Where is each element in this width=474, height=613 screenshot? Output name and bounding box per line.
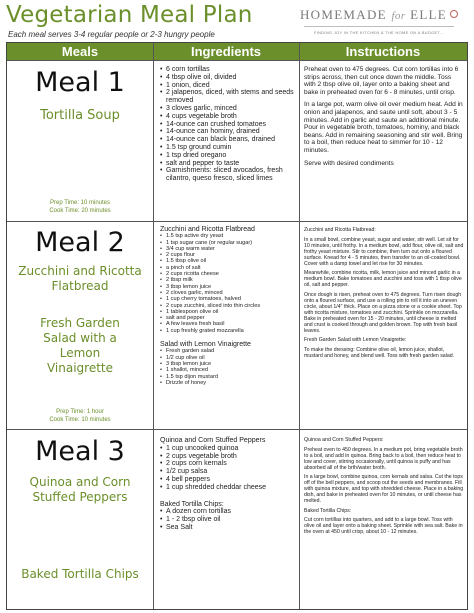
list-item: • 4 tbsp olive oil, divided bbox=[160, 74, 298, 82]
list-item: • Fresh garden salad bbox=[160, 348, 298, 354]
list-item: • 1.5 tsp active dry yeast bbox=[160, 233, 298, 239]
list-item: • salt and pepper bbox=[160, 315, 298, 321]
meal-1-cell bbox=[7, 67, 153, 123]
list-item: • 1 onion, diced bbox=[160, 82, 298, 90]
row-divider bbox=[7, 429, 467, 430]
list-item: • 1 cup cherry tomatoes, halved bbox=[160, 296, 298, 302]
instruction-paragraph: In a large bowl, combine quinoa, corn kernals and salsa. Cut the tops off of the bell peppers, and scoop out the seeds and membranes. Fill with quinoa mixture, and top with shredded cheese. Place in a baking dish, and bake in preheated oven for 10 minutes, or until cheese has melted. bbox=[304, 474, 464, 504]
brand-tagline: FINDING JOY IN THE KITCHEN & THE HOME ON A BUDGET... bbox=[313, 31, 445, 35]
list-item: • 1 shallot, minced bbox=[160, 367, 298, 373]
list-item: • 2 cloves garlic, minced bbox=[160, 290, 298, 296]
meal-3-cell bbox=[7, 436, 153, 582]
list-item: • 14-ounce can black beans, drained bbox=[160, 136, 298, 144]
list-item: • 2 cups corn kernals bbox=[160, 460, 298, 468]
meal-plan-table bbox=[6, 42, 468, 610]
instruction-paragraph: Serve with desired condiments bbox=[304, 159, 394, 167]
instruction-paragraph: Cut corn tortillas into quarters, and add to a large bowl. Toss with olive oil and layer onto a baking sheet. Sprinkle with sea salt. Bake in the oven at 450 until crisp, about 10 - 12 minutes. bbox=[304, 517, 463, 535]
prep-time-text: Prep Time: 10 minutes bbox=[49, 200, 111, 206]
instruction-paragraph: Baked Tortilla Chips: bbox=[304, 507, 352, 514]
brand-right: ELLE bbox=[410, 7, 448, 22]
list-item: • 2 cups flour bbox=[160, 252, 298, 258]
list-item: • 1/2 cup salsa bbox=[160, 468, 298, 476]
instruction-paragraph: Once dough is risen, preheat oven to 475 degrees. Turn risen dough onto a floured surface, and use a rolling pin to roll it into an uneven circle, about 1/4" thick. Place on a pizza stone or a cookie sheet. Top with ricotta mixture, tomatoes and zucchini. Sprinkle on mozzarella. Bake in preheated oven for 15 - 20 minutes, until cheese is melted and crust is cooked through and golden brown. Top with fresh basil leaves. bbox=[304, 291, 462, 334]
column-divider bbox=[299, 43, 300, 609]
instruction-paragraph: Preheat oven to 450 degrees. In a medium pot, bring vegetable broth to a boil, and add in quinoa. Bring back to a boil, then reduce heat to low and cover, stirring occasionally, until quinoa is puffy and has absorbed all of the brth/water broth. bbox=[304, 446, 463, 471]
meal-1-ingredients bbox=[160, 66, 298, 183]
apple-icon bbox=[450, 10, 458, 18]
meal-1-instructions bbox=[304, 66, 464, 172]
list-item: • 14-ounce can hominy, drained bbox=[160, 128, 298, 136]
list-item: • 1.5 tbsp olive oil bbox=[160, 258, 298, 264]
row-divider bbox=[7, 60, 467, 61]
brand-mid: for bbox=[391, 10, 406, 22]
list-item: • 2 cups zucchini, sliced into thin circles bbox=[160, 303, 298, 309]
instruction-paragraph: Zucchini and Ricotta Flatbread: bbox=[304, 227, 376, 233]
dish-name: Baked Tortilla Chips bbox=[21, 567, 139, 581]
ingredient-list bbox=[160, 508, 298, 531]
dish-name: Zucchini and Ricotta Flatbread bbox=[18, 264, 142, 293]
column-header-meals: Meals bbox=[61, 44, 99, 59]
meal-title: Meal 3 bbox=[35, 436, 125, 467]
list-item: • 3 tbsp lemon juice bbox=[160, 284, 298, 290]
page-header bbox=[0, 0, 474, 42]
meal-2-instructions bbox=[304, 227, 464, 362]
cook-time-text: Cook Time: 10 minutes bbox=[49, 417, 111, 423]
list-item: • 3 tbsp lemon juice bbox=[160, 361, 298, 367]
list-item: • 1 tablespoon olive oil bbox=[160, 309, 298, 315]
ingredient-list bbox=[160, 348, 298, 386]
ingredient-heading: Quinoa and Corn Stuffed Peppers bbox=[160, 437, 266, 444]
meal-2-ingredients bbox=[160, 227, 298, 386]
list-item: • 2 cups vegetable broth bbox=[160, 453, 298, 461]
list-item: • a pinch of salt bbox=[160, 265, 298, 271]
list-item: • 4 cups vegetable broth bbox=[160, 113, 298, 121]
meal-2-cell bbox=[7, 227, 153, 376]
list-item: • 1/2 cup olive oil bbox=[160, 355, 298, 361]
column-header-instructions: Instructions bbox=[345, 44, 421, 59]
list-item: • Sea Salt bbox=[160, 524, 298, 532]
list-item: • 1 tsp dried oregano bbox=[160, 152, 298, 160]
brand-divider bbox=[304, 26, 454, 27]
cook-time-text: Cook Time: 20 minutes bbox=[49, 208, 111, 214]
meal-title: Meal 2 bbox=[35, 227, 125, 258]
brand-logo bbox=[299, 6, 459, 35]
ingredient-list bbox=[160, 445, 298, 492]
list-item: • 1.5 tsp dijon mustard bbox=[160, 374, 298, 380]
meal-3-instructions bbox=[304, 437, 464, 539]
list-item: • 1 cup uncooked quinoa bbox=[160, 445, 298, 453]
list-item: • 1 tsp sugar cane (or regular sugar) bbox=[160, 240, 298, 246]
instruction-paragraph: In a large pot, warm olive oil over medium heat. Add in onion and jalapenos, and saute until soft, about 3 - 5 minutes. Add in garlic and saute an additional minute. Pour in vegetable broth, tomatoes, hominy, and black beans. Add in remaining seasoning and stir well. Bring to a boil, then reduce heat to simmer for 10 - 12 minutes. bbox=[304, 101, 463, 154]
list-item: • 2 cups ricotta cheese bbox=[160, 271, 298, 277]
list-item: • salt and pepper to taste bbox=[160, 160, 298, 168]
column-header-ingredients: Ingredients bbox=[190, 44, 262, 59]
list-item: • 6 corn tortillas bbox=[160, 66, 298, 74]
instruction-paragraph: In a small bowl, combine yeast, sugar and water, stir well. Let sit for 10 minutes, until frothy. In a medium bowl, add flour, olive oil, salt and frothy yeast mixture. Stir to combine, then turn out onto a floured surface. Knead for 4 - 5 minutes, then transfer to an oil-coated bowl. Cover with a damp towel and let rise for 30 minutes. bbox=[304, 236, 464, 267]
prep-time bbox=[7, 199, 153, 215]
meal-title: Meal 1 bbox=[35, 67, 125, 98]
row-divider bbox=[7, 221, 467, 222]
list-item: • 2 jalapenos, diced, with stems and seeds removed bbox=[160, 89, 298, 105]
column-divider bbox=[153, 43, 154, 609]
list-item: • 2 tbsp milk bbox=[160, 277, 298, 283]
instruction-paragraph: Quinoa and Corn Stuffed Peppers: bbox=[304, 437, 384, 443]
list-item: • A dozen corn tortillas bbox=[160, 508, 298, 516]
ingredient-heading: Salad with Lemon Vinaigrette bbox=[160, 341, 251, 349]
list-item: • 1.5 tsp ground cumin bbox=[160, 144, 298, 152]
table-header-row bbox=[7, 43, 467, 60]
page-title: Vegetarian Meal Plan bbox=[6, 2, 253, 28]
list-item: • 3/4 cup warm water bbox=[160, 246, 298, 252]
instruction-paragraph: Meanwhile, combine ricotta, milk, lemon juice and minced garlic in a medium bowl. Bake tomatoes and zucchini and toss with 1 tbsp olive oil, salt and pepper. bbox=[304, 270, 462, 288]
list-item: • Drizzle of honey bbox=[160, 380, 298, 386]
list-item: • 1 - 2 tbsp olive oil bbox=[160, 516, 298, 524]
instruction-text bbox=[304, 227, 464, 359]
meal-3-ingredients bbox=[160, 437, 298, 532]
ingredient-list bbox=[160, 233, 298, 334]
prep-time bbox=[7, 408, 153, 424]
brand-left: HOMEMADE bbox=[299, 7, 387, 22]
list-item: • 1 cup freshly grated mozzarella bbox=[160, 328, 298, 334]
list-item: • Garnishments: sliced avocados, fresh cilantro, queso fresco, sliced limes bbox=[160, 167, 298, 183]
list-item: • 3 cloves garlic, minced bbox=[160, 105, 298, 113]
instruction-text bbox=[304, 437, 464, 535]
instruction-paragraph: To make the dressing: Combine olive oil, lemon juice, shallot, mustard and honey, and blend well. Toss with fresh garden salad. bbox=[304, 346, 455, 359]
ingredient-list bbox=[160, 66, 298, 183]
dish-name: Tortilla Soup bbox=[40, 108, 120, 123]
instruction-paragraph: Preheat oven to 475 degrees. Cut corn tortillas into 6 strips across, then cut once down the middle. Toss with 2 tbsp olive oil, layer onto a baking sheet and bake in preheated oven for 6 - 8 minutes, until crisp. bbox=[304, 66, 459, 96]
list-item: • 4 bell peppers bbox=[160, 476, 298, 484]
page-subtitle: Each meal serves 3-4 regular people or 2-3 hungry people bbox=[8, 30, 215, 39]
list-item: • A few leaves fresh basil bbox=[160, 321, 298, 327]
ingredient-heading: Baked Tortilla Chips: bbox=[160, 500, 224, 508]
list-item: • 1 cup shredded cheddar cheese bbox=[160, 484, 298, 492]
ingredient-heading: Zucchini and Ricotta Flatbread bbox=[160, 226, 255, 233]
instruction-paragraph: Fresh Garden Salad with Lemon Vinaigrette: bbox=[304, 337, 407, 343]
prep-time-text: Prep Time: 1 hour bbox=[56, 409, 104, 415]
brand-name bbox=[300, 7, 458, 23]
instruction-text bbox=[304, 66, 464, 167]
dish-name: Quinoa and Corn Stuffed Peppers bbox=[29, 475, 131, 504]
list-item: • 14-ounce can crushed tomatoes bbox=[160, 121, 298, 129]
dish-name: Fresh Garden Salad with a Lemon Vinaigrette bbox=[40, 316, 120, 375]
